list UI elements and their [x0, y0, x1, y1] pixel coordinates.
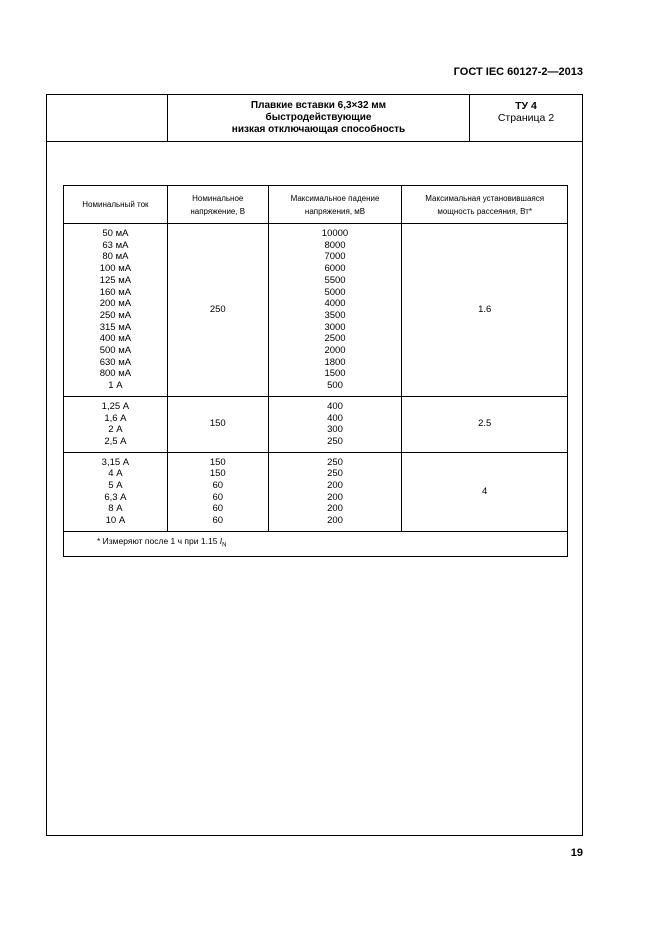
cell-value: 150 [209, 468, 226, 480]
power-dissipation-cell: 2.5 [402, 396, 568, 452]
cell-value: 1800 [324, 356, 346, 368]
table-row [64, 396, 568, 452]
title-block-sheet [470, 95, 582, 141]
voltage-drop-cell [268, 452, 402, 531]
cell-value: 1,25 А [101, 400, 130, 412]
title-block-empty-cell [47, 95, 168, 141]
title-block-title [168, 95, 470, 141]
cell-value: 60 [212, 491, 224, 503]
rated-voltage-cell [167, 396, 268, 452]
cell-value: 200 [327, 480, 343, 492]
cell-value: 250 [327, 435, 343, 447]
table-row [64, 224, 568, 397]
cell-value: 60 [212, 515, 224, 527]
voltage-drop-cell [268, 224, 402, 397]
cell-value: 250 [327, 468, 343, 480]
cell-value: 160 мА [99, 286, 132, 298]
table-row [64, 452, 568, 531]
document-code: ГОСТ IEC 60127-2—2013 [453, 66, 583, 78]
cell-value: 60 [212, 503, 224, 515]
cell-value: 1500 [324, 368, 346, 380]
cell-value: 1 А [108, 380, 123, 392]
cell-value: 400 [327, 400, 343, 412]
cell-value: 500 мА [99, 345, 132, 357]
cell-value: 630 мА [99, 356, 132, 368]
cell-value: 200 [327, 491, 343, 503]
power-dissipation-cell: 1.6 [402, 224, 568, 397]
fuse-spec-table [63, 185, 568, 557]
cell-value: 1,6 А [104, 412, 127, 424]
cell-value: 7000 [324, 251, 346, 263]
page-frame [46, 94, 583, 836]
cell-value: 6,3 А [104, 491, 127, 503]
cell-value: 2500 [324, 333, 346, 345]
cell-value: 2,5 А [104, 435, 127, 447]
cell-value: 100 мА [99, 263, 132, 275]
column-header: Номинальное напряжение, В [167, 186, 268, 224]
cell-value: 3,15 А [101, 456, 130, 468]
cell-value: 4 А [108, 468, 123, 480]
cell-value: 200 [327, 503, 343, 515]
page-number: 19 [570, 847, 583, 859]
cell-value: 5 А [108, 480, 123, 492]
cell-value: 250 [209, 304, 226, 316]
cell-value: 200 [327, 515, 343, 527]
cell-value: 10000 [321, 228, 349, 239]
cell-value: 10 А [105, 515, 126, 527]
cell-value: 500 [327, 380, 343, 392]
column-header: Номинальный ток [64, 186, 168, 224]
cell-value: 8000 [324, 239, 346, 251]
cell-value: 6000 [324, 263, 346, 275]
title-line: низкая отключающая способность [231, 124, 406, 135]
title-line: быстродействующие [265, 112, 372, 123]
cell-value: 400 мА [99, 333, 132, 345]
cell-value: 800 мА [99, 368, 132, 380]
cell-value: 60 [212, 480, 224, 492]
footnote: * Измеряют после 1 ч при 1.15 $I_N$ [64, 531, 568, 556]
cell-value: 50 мА [102, 228, 129, 239]
title-block [47, 95, 582, 142]
cell-value: 80 мА [102, 251, 129, 263]
cell-value: 8 А [108, 503, 123, 515]
cell-value: 5000 [324, 286, 346, 298]
cell-value: 150 [209, 456, 226, 468]
sheet-page: Страница 2 [497, 112, 555, 124]
table-header-row [64, 186, 568, 224]
cell-value: 125 мА [99, 274, 132, 286]
rated-current-cell [64, 396, 168, 452]
footnote-row [64, 531, 568, 556]
cell-value: 250 [327, 456, 343, 468]
cell-value: 200 мА [99, 298, 132, 310]
cell-value: 315 мА [99, 321, 132, 333]
cell-value: 63 мА [102, 239, 129, 251]
cell-value: 400 [327, 412, 343, 424]
cell-value: 2000 [324, 345, 346, 357]
cell-value: 5500 [324, 274, 346, 286]
rated-current-cell [64, 452, 168, 531]
voltage-drop-cell [268, 396, 402, 452]
rated-voltage-cell [167, 224, 268, 397]
cell-value: 250 мА [99, 309, 132, 321]
cell-value: 150 [209, 418, 226, 430]
rated-voltage-cell [167, 452, 268, 531]
column-header: Максимальная установившаяся мощность рассеяния, Вт* [402, 186, 568, 224]
power-dissipation-cell: 4 [402, 452, 568, 531]
cell-value: 3000 [324, 321, 346, 333]
column-header: Максимальное падение напряжения, мВ [268, 186, 402, 224]
sheet-label: ТУ 4 [515, 100, 537, 112]
cell-value: 2 А [108, 424, 123, 436]
cell-value: 3500 [324, 309, 346, 321]
cell-value: 4000 [324, 298, 346, 310]
title-line: Плавкие вставки 6,3×32 мм [250, 100, 387, 111]
cell-value: 300 [327, 424, 343, 436]
rated-current-cell [64, 224, 168, 397]
